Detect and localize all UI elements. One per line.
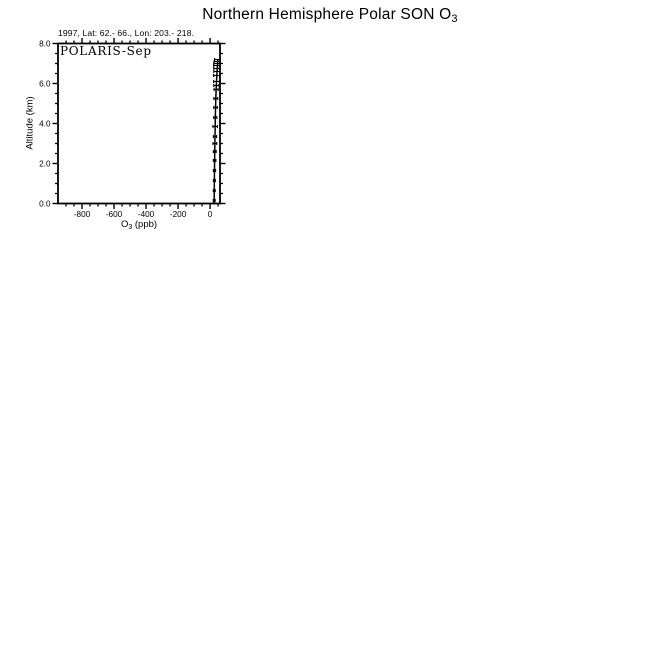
y-tick-label: 0.0 xyxy=(39,199,51,209)
x-axis-label-units: (ppb) xyxy=(132,219,158,230)
y-axis-label: Altitude (km) xyxy=(24,96,36,150)
panel-subtitle: 1997, Lat: 62.- 66., Lon: 203.- 218. xyxy=(58,28,194,38)
x-major-ticks xyxy=(74,38,213,219)
x-tick-label: -400 xyxy=(137,210,155,219)
x-tick-label: 0 xyxy=(207,210,213,219)
dataset-annotation: POLARIS-Sep xyxy=(60,44,152,58)
y-minor-ticks xyxy=(55,54,223,194)
figure-title-subscript: 3 xyxy=(451,13,458,25)
y-major-ticks xyxy=(39,39,225,208)
x-minor-ticks xyxy=(66,41,218,207)
x-tick-label: -800 xyxy=(73,210,91,219)
figure-title-text: Northern Hemisphere Polar SON O xyxy=(202,6,452,23)
x-tick-label: -200 xyxy=(169,210,187,219)
y-tick-label: 4.0 xyxy=(39,119,51,129)
y-tick-label: 8.0 xyxy=(39,39,51,49)
x-axis-label-subscript: 3 xyxy=(128,224,133,231)
y-tick-label: 6.0 xyxy=(39,79,51,89)
x-axis-label-main: O xyxy=(120,219,129,230)
plot-frame xyxy=(58,44,220,204)
x-tick-label: -600 xyxy=(105,210,123,219)
y-tick-label: 2.0 xyxy=(39,159,51,169)
